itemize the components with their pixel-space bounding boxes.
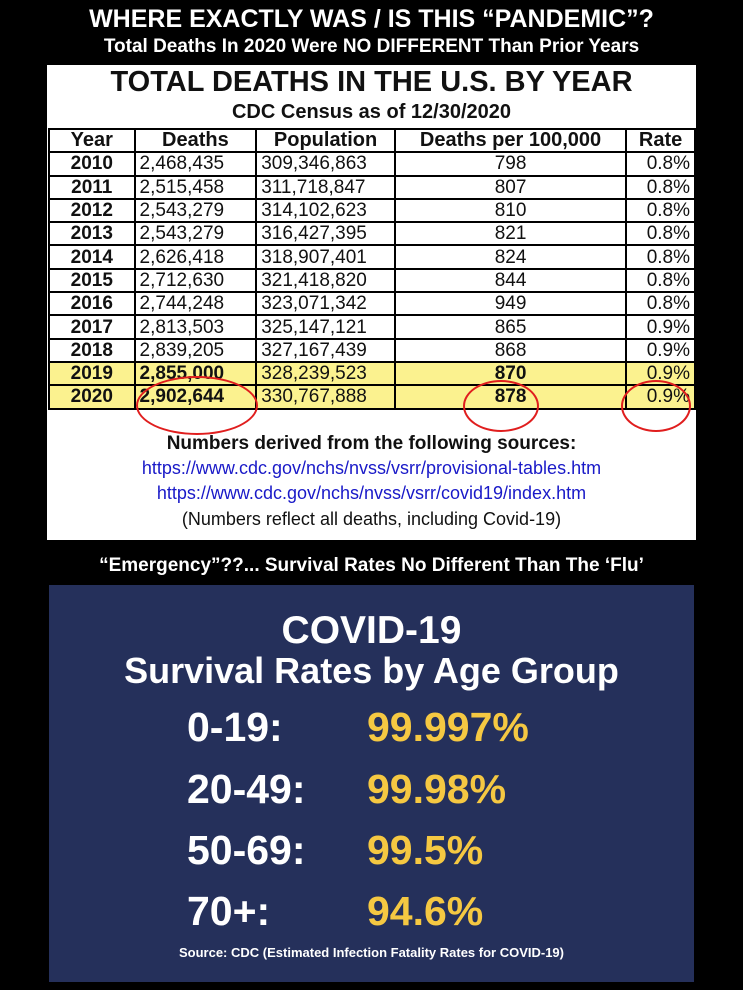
population-cell: 327,167,439 — [256, 339, 395, 362]
table-row — [49, 315, 695, 338]
deaths-cell: 2,902,644 — [135, 385, 257, 408]
deaths-panel-title: TOTAL DEATHS IN THE U.S. BY YEAR — [110, 66, 633, 98]
source-link[interactable]: https://www.cdc.gov/nchs/nvss/vsrr/covid19/index.htm — [156, 483, 587, 503]
survival-rate-value: 99.997% — [367, 704, 529, 750]
per100k-cell: 868 — [395, 339, 626, 362]
table-row-highlighted — [49, 385, 695, 408]
deaths-cell: 2,515,458 — [135, 176, 257, 199]
rate-cell: 0.8% — [626, 176, 695, 199]
deaths-cell: 2,626,418 — [135, 245, 257, 268]
year-cell: 2011 — [49, 176, 135, 199]
per100k-cell: 870 — [395, 362, 626, 385]
headline: WHERE EXACTLY WAS / IS THIS “PANDEMIC”? — [89, 5, 654, 33]
population-cell: 330,767,888 — [256, 385, 395, 408]
year-cell: 2018 — [49, 339, 135, 362]
age-group-label: 20-49: — [187, 766, 306, 812]
population-cell: 321,418,820 — [256, 269, 395, 292]
population-cell: 323,071,342 — [256, 292, 395, 315]
per100k-cell: 807 — [395, 176, 626, 199]
covid-source-note: Source: CDC (Estimated Infection Fatality Rates for COVID-19) — [178, 945, 564, 960]
sources-heading: Numbers derived from the following sources: — [166, 433, 577, 454]
deaths-cell: 2,712,630 — [135, 269, 257, 292]
table-row — [49, 245, 695, 268]
rate-cell: 0.9% — [626, 362, 695, 385]
covid-panel-subtitle: Survival Rates by Age Group — [124, 650, 619, 691]
year-cell: 2014 — [49, 245, 135, 268]
rate-cell: 0.9% — [626, 339, 695, 362]
table-row — [49, 199, 695, 222]
per100k-cell: 821 — [395, 222, 626, 245]
year-cell: 2016 — [49, 292, 135, 315]
table-row — [49, 222, 695, 245]
year-cell: 2017 — [49, 315, 135, 338]
age-group-label: 70+: — [187, 888, 271, 934]
table-header-row — [49, 129, 695, 152]
table-row-highlighted — [49, 362, 695, 385]
population-cell: 311,718,847 — [256, 176, 395, 199]
subheadline: Total Deaths In 2020 Were NO DIFFERENT Than Prior Years — [103, 36, 640, 57]
deaths-cell: 2,468,435 — [135, 152, 257, 175]
table-row — [49, 176, 695, 199]
per100k-cell: 878 — [395, 385, 626, 408]
survival-rate-value: 99.5% — [367, 827, 484, 873]
column-header-population: Population — [256, 129, 395, 152]
age-group-row — [49, 827, 694, 877]
deaths-table — [48, 128, 696, 410]
population-cell: 316,427,395 — [256, 222, 395, 245]
table-row — [49, 152, 695, 175]
per100k-cell: 949 — [395, 292, 626, 315]
table-row — [49, 269, 695, 292]
age-group-row — [49, 704, 694, 754]
deaths-cell: 2,855,000 — [135, 362, 257, 385]
population-cell: 309,346,863 — [256, 152, 395, 175]
deaths-cell: 2,543,279 — [135, 199, 257, 222]
age-group-row — [49, 888, 694, 938]
year-cell: 2013 — [49, 222, 135, 245]
per100k-cell: 798 — [395, 152, 626, 175]
population-cell: 318,907,401 — [256, 245, 395, 268]
sources-note: (Numbers reflect all deaths, including Covid-19) — [181, 509, 562, 529]
column-header-year: Year — [49, 129, 135, 152]
population-cell: 314,102,623 — [256, 199, 395, 222]
deaths-cell: 2,813,503 — [135, 315, 257, 338]
covid-panel-title: COVID-19 — [281, 609, 462, 652]
age-group-label: 50-69: — [187, 827, 306, 873]
year-cell: 2019 — [49, 362, 135, 385]
per100k-cell: 810 — [395, 199, 626, 222]
column-header-rate: Rate — [626, 129, 695, 152]
column-header-deaths: Deaths — [135, 129, 257, 152]
survival-rate-value: 99.98% — [367, 766, 507, 812]
age-group-label: 0-19: — [187, 704, 283, 750]
deaths-panel-subtitle: CDC Census as of 12/30/2020 — [231, 101, 512, 123]
rate-cell: 0.8% — [626, 245, 695, 268]
year-cell: 2012 — [49, 199, 135, 222]
per100k-cell: 865 — [395, 315, 626, 338]
year-cell: 2010 — [49, 152, 135, 175]
rate-cell: 0.8% — [626, 292, 695, 315]
deaths-cell: 2,543,279 — [135, 222, 257, 245]
rate-cell: 0.8% — [626, 222, 695, 245]
year-cell: 2015 — [49, 269, 135, 292]
table-row — [49, 339, 695, 362]
population-cell: 325,147,121 — [256, 315, 395, 338]
per100k-cell: 824 — [395, 245, 626, 268]
rate-cell: 0.8% — [626, 269, 695, 292]
year-cell: 2020 — [49, 385, 135, 408]
middle-caption: “Emergency”??... Survival Rates No Different Than The ‘Flu’ — [99, 555, 644, 576]
deaths-cell: 2,744,248 — [135, 292, 257, 315]
survival-rate-value: 94.6% — [367, 888, 484, 934]
deaths-cell: 2,839,205 — [135, 339, 257, 362]
column-header-deaths-per-100k: Deaths per 100,000 — [395, 129, 626, 152]
table-row — [49, 292, 695, 315]
deaths-panel — [47, 65, 696, 540]
rate-cell: 0.8% — [626, 199, 695, 222]
source-link[interactable]: https://www.cdc.gov/nchs/nvss/vsrr/provisional-tables.htm — [141, 458, 602, 478]
rate-cell: 0.9% — [626, 315, 695, 338]
rate-cell: 0.8% — [626, 152, 695, 175]
per100k-cell: 844 — [395, 269, 626, 292]
age-group-row — [49, 766, 694, 816]
covid-survival-panel — [49, 585, 694, 982]
rate-cell: 0.9% — [626, 385, 695, 408]
population-cell: 328,239,523 — [256, 362, 395, 385]
